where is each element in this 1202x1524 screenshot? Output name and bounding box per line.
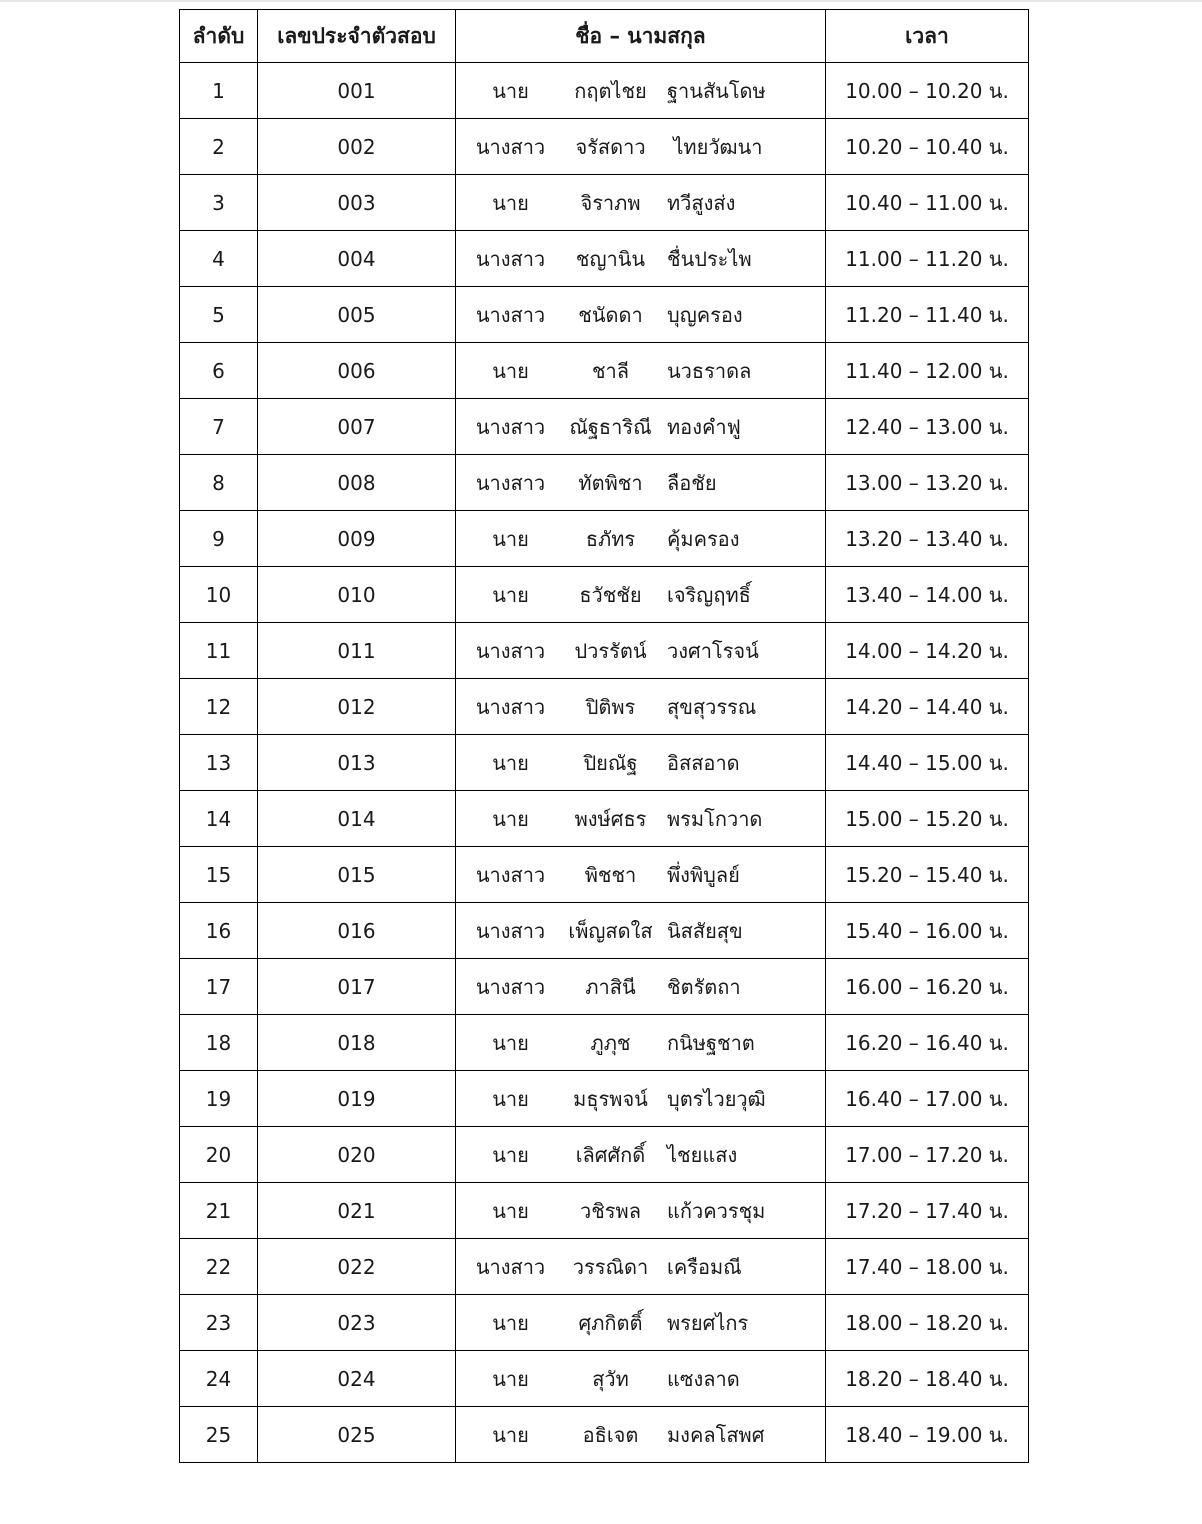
row-time-slot: 17.20 – 17.40 น. [826,1183,1029,1239]
name-prefix: นางสาว [475,134,546,159]
name-prefix: นางสาว [475,638,546,663]
row-order: 13 [180,735,258,791]
row-order: 19 [180,1071,258,1127]
name-prefix: นางสาว [475,918,546,943]
row-full-name [456,567,826,623]
first-name: ศุภกิตติ์ [578,1310,643,1335]
row-time-slot: 10.20 – 10.40 น. [826,119,1029,175]
last-name: กนิษฐชาต [667,1030,755,1055]
first-name: วชิรพล [580,1198,641,1223]
name-prefix: นาย [492,1422,529,1447]
table-row [180,623,1029,679]
table-row [180,119,1029,175]
name-prefix: นาย [492,582,529,607]
first-name: มธุรพจน์ [573,1086,648,1111]
name-wrapper [456,119,825,174]
last-name: แก้วควรชุม [667,1198,766,1223]
row-time-slot: 18.20 – 18.40 น. [826,1351,1029,1407]
first-name: ปิยณัฐ [583,750,638,775]
row-time-slot: 12.40 – 13.00 น. [826,399,1029,455]
last-name: ลือชัย [667,470,717,495]
header-exam-id: เลขประจำตัวสอบ [258,10,456,63]
last-name: ไทยวัฒนา [667,134,763,159]
name-prefix: นาย [492,1310,529,1335]
name-prefix: นางสาว [475,414,546,439]
row-exam-id: 009 [258,511,456,567]
row-time-slot: 18.40 – 19.00 น. [826,1407,1029,1463]
first-name: ปวรรัตน์ [574,638,647,663]
row-time-slot: 11.00 – 11.20 น. [826,231,1029,287]
row-order: 17 [180,959,258,1015]
row-order: 11 [180,623,258,679]
table-row [180,903,1029,959]
last-name: คุ้มครอง [667,526,740,551]
row-time-slot: 15.20 – 15.40 น. [826,847,1029,903]
name-wrapper [456,567,825,622]
table-row [180,1015,1029,1071]
last-name: ฐานสันโดษ [667,78,766,103]
table-row [180,1071,1029,1127]
first-name: ณัฐธาริณี [569,414,652,439]
name-prefix: นาย [492,1142,529,1167]
row-order: 3 [180,175,258,231]
row-exam-id: 015 [258,847,456,903]
row-time-slot: 13.00 – 13.20 น. [826,455,1029,511]
header-name: ชื่อ – นามสกุล [456,10,826,63]
row-order: 7 [180,399,258,455]
row-full-name [456,735,826,791]
last-name: ไชยแสง [667,1142,738,1167]
name-prefix: นาย [492,750,529,775]
row-full-name [456,455,826,511]
row-full-name [456,679,826,735]
first-name: เพ็ญสดใส [568,918,653,943]
first-name: อธิเจต [582,1422,639,1447]
name-prefix: นาย [492,1030,529,1055]
last-name: บุญครอง [667,302,743,327]
name-wrapper [456,175,825,230]
name-prefix: นางสาว [475,694,546,719]
row-order: 2 [180,119,258,175]
table-row [180,455,1029,511]
table-row [180,63,1029,119]
row-exam-id: 001 [258,63,456,119]
table-row [180,1183,1029,1239]
row-full-name [456,903,826,959]
name-prefix: นางสาว [475,246,546,271]
name-wrapper [456,455,825,510]
row-exam-id: 012 [258,679,456,735]
first-name: กฤตไชย [574,78,647,103]
name-wrapper [456,1071,825,1126]
row-exam-id: 018 [258,1015,456,1071]
row-exam-id: 022 [258,1239,456,1295]
row-full-name [456,1127,826,1183]
row-full-name [456,791,826,847]
name-wrapper [456,847,825,902]
row-time-slot: 17.00 – 17.20 น. [826,1127,1029,1183]
exam-schedule-table [179,9,1029,1463]
row-full-name [456,1071,826,1127]
row-order: 10 [180,567,258,623]
row-exam-id: 023 [258,1295,456,1351]
name-wrapper [456,735,825,790]
row-order: 20 [180,1127,258,1183]
table-row [180,343,1029,399]
row-full-name [456,399,826,455]
row-exam-id: 016 [258,903,456,959]
row-exam-id: 025 [258,1407,456,1463]
first-name: ชญานิน [575,246,646,271]
last-name: พรมโกวาด [667,806,763,831]
row-order: 21 [180,1183,258,1239]
row-time-slot: 15.00 – 15.20 น. [826,791,1029,847]
row-exam-id: 008 [258,455,456,511]
row-order: 25 [180,1407,258,1463]
header-order: ลำดับ [180,10,258,63]
name-prefix: นางสาว [475,1254,546,1279]
row-exam-id: 021 [258,1183,456,1239]
name-wrapper [456,1239,825,1294]
row-order: 8 [180,455,258,511]
row-full-name [456,343,826,399]
row-full-name [456,959,826,1015]
last-name: ทวีสูงส่ง [667,190,736,215]
name-prefix: นาย [492,78,529,103]
name-wrapper [456,623,825,678]
row-order: 1 [180,63,258,119]
last-name: มงคลโสพศ [667,1422,765,1447]
name-wrapper [456,959,825,1014]
name-prefix: นาย [492,1366,529,1391]
last-name: นวธราดล [667,358,752,383]
name-wrapper [456,1015,825,1070]
row-order: 9 [180,511,258,567]
table-body [180,63,1029,1463]
last-name: นิสสัยสุข [667,918,743,943]
name-wrapper [456,511,825,566]
table-row [180,511,1029,567]
row-time-slot: 10.40 – 11.00 น. [826,175,1029,231]
row-time-slot: 17.40 – 18.00 น. [826,1239,1029,1295]
first-name: ธวัชชัย [579,582,642,607]
row-full-name [456,1015,826,1071]
row-time-slot: 15.40 – 16.00 น. [826,903,1029,959]
row-exam-id: 003 [258,175,456,231]
first-name: จรัสดาว [575,134,646,159]
row-full-name [456,1239,826,1295]
row-order: 14 [180,791,258,847]
last-name: เครือมณี [667,1254,742,1279]
row-time-slot: 13.40 – 14.00 น. [826,567,1029,623]
row-exam-id: 006 [258,343,456,399]
table-row [180,567,1029,623]
row-order: 24 [180,1351,258,1407]
row-order: 12 [180,679,258,735]
name-wrapper [456,1183,825,1238]
table-row [180,399,1029,455]
row-exam-id: 002 [258,119,456,175]
name-prefix: นาย [492,806,529,831]
last-name: อิสสอาด [667,750,740,775]
name-prefix: นาย [492,526,529,551]
row-order: 23 [180,1295,258,1351]
row-full-name [456,1295,826,1351]
table-row [180,791,1029,847]
row-full-name [456,119,826,175]
row-time-slot: 16.20 – 16.40 น. [826,1015,1029,1071]
row-exam-id: 004 [258,231,456,287]
last-name: พึ่งพิบูลย์ [667,862,740,887]
row-full-name [456,175,826,231]
row-exam-id: 019 [258,1071,456,1127]
last-name: ทองคำฟู [667,414,741,439]
first-name: ภูภุช [590,1030,631,1055]
table-row [180,1407,1029,1463]
row-time-slot: 11.40 – 12.00 น. [826,343,1029,399]
first-name: ชนัดดา [578,302,643,327]
table-header-row [180,10,1029,63]
row-exam-id: 005 [258,287,456,343]
last-name: บุตรไวยวุฒิ [667,1086,766,1111]
name-wrapper [456,1127,825,1182]
name-prefix: นาย [492,1086,529,1111]
row-exam-id: 007 [258,399,456,455]
row-order: 18 [180,1015,258,1071]
name-prefix: นางสาว [475,974,546,999]
row-exam-id: 020 [258,1127,456,1183]
first-name: เลิศศักดิ์ [575,1142,646,1167]
row-time-slot: 14.00 – 14.20 น. [826,623,1029,679]
table-row [180,1239,1029,1295]
row-full-name [456,511,826,567]
table-row [180,959,1029,1015]
name-prefix: นาย [492,1198,529,1223]
first-name: วรรณิดา [572,1254,649,1279]
table-row [180,231,1029,287]
row-exam-id: 011 [258,623,456,679]
name-wrapper [456,231,825,286]
row-full-name [456,1407,826,1463]
row-time-slot: 16.00 – 16.20 น. [826,959,1029,1015]
name-prefix: นาย [492,190,529,215]
table-row [180,1127,1029,1183]
row-full-name [456,1351,826,1407]
row-time-slot: 13.20 – 13.40 น. [826,511,1029,567]
row-exam-id: 013 [258,735,456,791]
header-time: เวลา [826,10,1029,63]
row-order: 16 [180,903,258,959]
name-wrapper [456,791,825,846]
row-full-name [456,231,826,287]
first-name: ปิติพร [585,694,636,719]
row-exam-id: 024 [258,1351,456,1407]
last-name: พรยศไกร [667,1310,749,1335]
row-order: 22 [180,1239,258,1295]
first-name: ทัตพิชา [578,470,643,495]
name-wrapper [456,343,825,398]
row-time-slot: 18.00 – 18.20 น. [826,1295,1029,1351]
row-time-slot: 14.40 – 15.00 น. [826,735,1029,791]
row-exam-id: 014 [258,791,456,847]
name-prefix: นางสาว [475,470,546,495]
name-wrapper [456,399,825,454]
first-name: พิชชา [584,862,637,887]
last-name: วงศาโรจน์ [667,638,759,663]
row-exam-id: 017 [258,959,456,1015]
row-time-slot: 10.00 – 10.20 น. [826,63,1029,119]
row-time-slot: 14.20 – 14.40 น. [826,679,1029,735]
row-full-name [456,847,826,903]
row-time-slot: 11.20 – 11.40 น. [826,287,1029,343]
name-prefix: นางสาว [475,862,546,887]
last-name: สุขสุวรรณ [667,694,757,719]
first-name: จิราภพ [580,190,641,215]
table-row [180,175,1029,231]
row-order: 5 [180,287,258,343]
name-wrapper [456,903,825,958]
table-row [180,735,1029,791]
row-order: 15 [180,847,258,903]
row-order: 6 [180,343,258,399]
table-row [180,1351,1029,1407]
name-prefix: นางสาว [475,302,546,327]
name-wrapper [456,1295,825,1350]
top-border-line [0,0,1202,2]
row-full-name [456,287,826,343]
row-full-name [456,623,826,679]
table-row [180,847,1029,903]
last-name: ชื่นประไพ [667,246,752,271]
name-wrapper [456,679,825,734]
row-order: 4 [180,231,258,287]
first-name: ภาสินี [585,974,636,999]
table-row [180,1295,1029,1351]
name-prefix: นาย [492,358,529,383]
row-exam-id: 010 [258,567,456,623]
first-name: พงษ์ศธร [574,806,647,831]
table-row [180,287,1029,343]
first-name: ธภัทร [585,526,636,551]
table-row [180,679,1029,735]
first-name: ชาลี [591,358,630,383]
last-name: แซงลาด [667,1366,740,1391]
row-full-name [456,63,826,119]
row-time-slot: 16.40 – 17.00 น. [826,1071,1029,1127]
name-wrapper [456,1407,825,1462]
name-wrapper [456,63,825,118]
name-wrapper [456,287,825,342]
first-name: สุวัท [592,1366,629,1391]
row-full-name [456,1183,826,1239]
last-name: ชิตรัตถา [667,974,741,999]
name-wrapper [456,1351,825,1406]
last-name: เจริญฤทธิ์ [667,582,751,607]
